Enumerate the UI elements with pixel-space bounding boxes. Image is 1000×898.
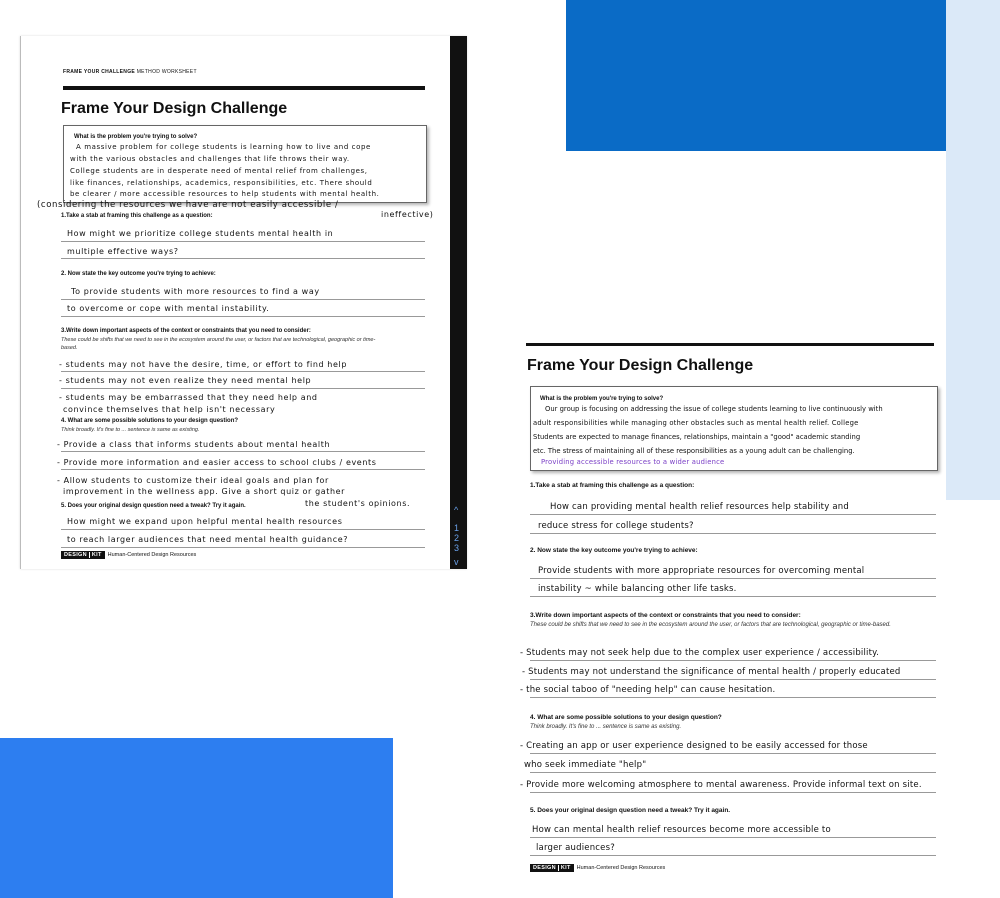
worksheet-header-bold: FRAME YOUR CHALLENGE (63, 69, 136, 75)
answer-rule (530, 514, 936, 515)
problem-answer-line: Our group is focusing on addressing the issue of college students learning to live continuously with (545, 405, 883, 413)
answer-2-line: to overcome or cope with mental instability. (67, 304, 270, 313)
answer-rule (530, 855, 936, 856)
answer-rule (530, 578, 936, 579)
page-title: Frame Your Design Challenge (61, 100, 288, 117)
question-4: 4. What are some possible solutions to your design question? (530, 714, 722, 721)
question-4: 4. What are some possible solutions to your design question? (61, 418, 239, 424)
answer-rule (530, 533, 936, 534)
answer-3-line: - Students may not seek help due to the complex user experience / accessibility. (520, 648, 880, 658)
problem-answer-highlight: Providing accessible resources to a wider audience (541, 458, 725, 466)
problem-answer-line: be clearer / more accessible resources to help students with mental health. (70, 190, 380, 198)
problem-box (63, 125, 427, 203)
answer-5-line: How can mental health relief resources become more accessible to (532, 825, 831, 835)
answer-4-line: - Provide more information and easier access to school clubs / events (57, 458, 377, 467)
chevron-down-icon[interactable]: v (454, 557, 459, 567)
answer-4-line: - Creating an app or user experience designed to be easily accessed for those (520, 741, 868, 751)
answer-3-line: - students may not have the desire, time, or effort to find help (59, 360, 347, 369)
question-2: 2. Now state the key outcome you're trying to achieve: (530, 547, 698, 554)
footer-text: Human-Centered Design Resources (576, 865, 666, 871)
design-kit-logo: DESIGN KIT (61, 551, 105, 559)
answer-5-line: How might we expand upon helpful mental health resources (67, 517, 343, 526)
answer-4-line: - Provide more welcoming atmosphere to mental awareness. Provide informal text on site. (520, 780, 922, 790)
page-number[interactable]: 3 (454, 543, 460, 553)
question-3: 3.Write down important aspects of the context or constraints that you need to consider: (61, 328, 311, 334)
design-kit-footer (61, 551, 196, 559)
question-4-hint: Think broadly. It's fine to ... sentence is same as existing. (61, 427, 200, 433)
answer-rule (530, 596, 936, 597)
question-1: 1.Take a stab at framing this challenge as a question: (61, 213, 213, 219)
answer-5-line: to reach larger audiences that need mental health guidance? (67, 535, 349, 544)
question-4-hint: Think broadly. It's fine to ... sentence is same as existing. (530, 724, 682, 730)
answer-rule (530, 697, 936, 698)
problem-answer-line: like finances, relationships, academics, responsibilities, etc. There should (70, 179, 373, 187)
problem-answer-line: adult responsibilities while managing other obstacles such as mental health relief. College (533, 419, 859, 427)
answer-rule (61, 241, 425, 242)
answer-3-line: convince themselves that help isn't necessary (63, 405, 276, 414)
answer-rule (61, 258, 425, 259)
problem-answer-line: A massive problem for college students is learning how to live and cope (76, 143, 371, 151)
design-kit-footer (530, 864, 665, 872)
decorative-dark-blue-block (566, 0, 946, 151)
answer-1-line: How can providing mental health relief resources help stability and (550, 502, 849, 512)
problem-overflow-note: (considering the resources we have are not easily accessible / (37, 200, 339, 210)
decorative-blue-block (0, 738, 393, 898)
answer-2-line: Provide students with more appropriate resources for overcoming mental (538, 566, 865, 576)
page-number[interactable]: 2 (454, 533, 460, 543)
problem-answer-line: etc. The stress of maintaining all of these responsibilities as a young adult can be challenging. (533, 447, 855, 455)
answer-rule (530, 660, 936, 661)
worksheet-header-rest: METHOD WORKSHEET (135, 69, 197, 75)
answer-2-line: instability ~ while balancing other life tasks. (538, 584, 737, 594)
design-kit-logo: DESIGN KIT (530, 864, 574, 872)
answer-1-line: How might we prioritize college students mental health in (67, 229, 334, 238)
answer-5-line: larger audiences? (536, 843, 615, 853)
problem-question: What is the problem you're trying to solve? (74, 134, 198, 140)
answer-4-line: who seek immediate "help" (524, 760, 647, 770)
page-scrollbar[interactable] (450, 36, 467, 569)
answer-rule (61, 469, 425, 470)
question-2: 2. Now state the key outcome you're trying to achieve: (61, 271, 216, 277)
answer-rule (530, 753, 936, 754)
answer-rule (530, 772, 936, 773)
answer-1-line: reduce stress for college students? (538, 521, 694, 531)
answer-rule (61, 529, 425, 530)
answer-rule (530, 679, 936, 680)
answer-rule (61, 316, 425, 317)
answer-3-line: - students may be embarrassed that they need help and (59, 393, 318, 402)
answer-rule (61, 371, 425, 372)
worksheet-page-1 (20, 36, 467, 569)
problem-question: What is the problem you're trying to solve? (540, 396, 664, 402)
page-title: Frame Your Design Challenge (527, 357, 754, 374)
answer-rule (61, 299, 425, 300)
decorative-light-blue-block (946, 0, 1000, 500)
answer-3-line: - students may not even realize they need mental help (59, 376, 312, 385)
question-3-hint: These could be shifts that we need to see in the ecosystem around the user, or factors that are technological, geographic or time-based. (530, 622, 891, 628)
answer-rule (530, 837, 936, 838)
answer-rule (530, 792, 936, 793)
answer-rule (61, 388, 425, 389)
question-3: 3.Write down important aspects of the context or constraints that you need to consider: (530, 612, 801, 619)
problem-box (530, 386, 938, 471)
answer-3-line: - Students may not understand the significance of mental health / properly educated (522, 667, 901, 677)
answer-rule (61, 451, 425, 452)
worksheet-header (63, 69, 197, 75)
title-rule (526, 343, 934, 346)
worksheet-page-2 (520, 339, 946, 884)
title-rule (63, 86, 425, 90)
answer-4-line: - Provide a class that informs students about mental health (57, 440, 331, 449)
answer-2-line: To provide students with more resources to find a way (71, 287, 320, 296)
question-3-hint: These could be shifts that we need to see in the ecosystem around the user, or factors that are technological, geographic or time-based. (61, 337, 376, 351)
answer-3-line: - the social taboo of "needing help" can cause hesitation. (520, 685, 776, 695)
problem-answer-line: Students are expected to manage finances, relationships, maintain a "good" academic standing (533, 433, 861, 441)
answer-rule (61, 547, 425, 548)
chevron-up-icon[interactable]: ^ (454, 505, 459, 515)
answer-4-overflow: the student's opinions. (305, 499, 411, 508)
page-number[interactable]: 1 (454, 523, 460, 533)
question-5: 5. Does your original design question need a tweak? Try it again. (530, 807, 731, 814)
question-1: 1.Take a stab at framing this challenge as a question: (530, 482, 695, 489)
footer-text: Human-Centered Design Resources (107, 552, 197, 558)
problem-overflow-note-2: ineffective) (381, 210, 434, 219)
problem-answer-line: College students are in desperate need of mental relief from challenges, (70, 167, 368, 175)
question-5: 5. Does your original design question need a tweak? Try it again. (61, 503, 246, 509)
problem-answer-line: with the various obstacles and challenges that life throws their way. (70, 155, 350, 163)
answer-1-line: multiple effective ways? (67, 247, 179, 256)
answer-4-line: improvement in the wellness app. Give a short quiz or gather (63, 487, 346, 496)
answer-4-line: - Allow students to customize their ideal goals and plan for (57, 476, 329, 485)
